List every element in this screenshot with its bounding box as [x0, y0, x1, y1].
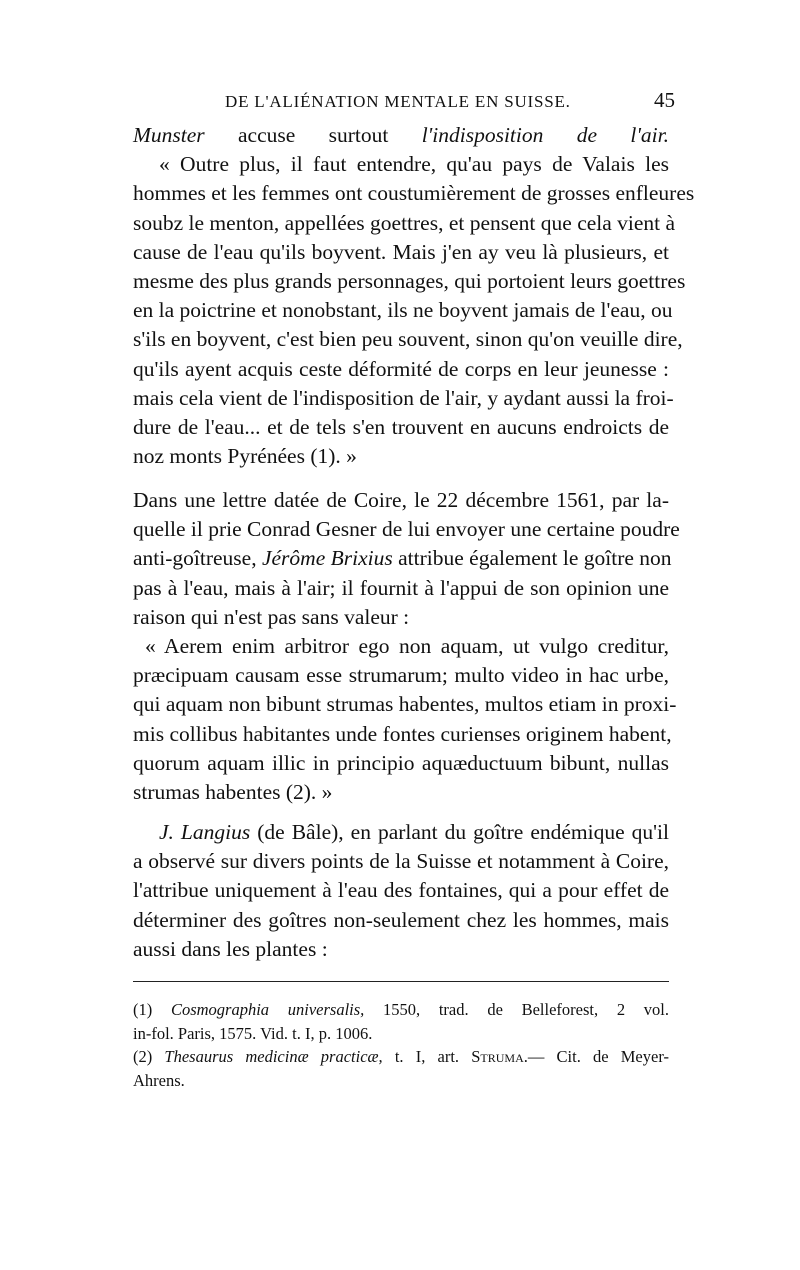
footnote-2-continued: Ahrens. — [133, 1070, 185, 1090]
text-line: Dans une lettre datée de Coire, le 22 décembre 1561, par la- — [133, 488, 669, 512]
running-header — [133, 88, 675, 122]
footnote-number: (2) — [133, 1047, 165, 1066]
small-caps-term: Struma — [471, 1047, 524, 1066]
running-title: DE L'ALIÉNATION MENTALE EN SUISSE. — [225, 92, 571, 111]
page-number: 45 — [654, 88, 675, 112]
text-fragment: t. I, art. — [382, 1047, 472, 1066]
italic-phrase: l'indisposition de l'air. — [421, 123, 669, 147]
text-line — [133, 818, 669, 847]
text-line: « Outre plus, il faut entendre, qu'au pays de Valais les — [159, 152, 669, 177]
text-line: « Aerem enim arbitror ego non aquam, ut vulgo creditur, — [145, 634, 669, 659]
text-fragment: attribue également le goître non — [392, 546, 672, 571]
paragraph-langius — [133, 818, 669, 964]
author-name: Munster — [133, 123, 205, 147]
text-line: l'attribue uniquement à l'eau des fontaines, qui a pour effet de — [133, 878, 669, 903]
text-line: dure de l'eau... et de tels s'en trouvent en aucuns endroicts de — [133, 415, 669, 440]
footnote-divider — [133, 981, 669, 982]
footnote-title: Thesaurus medicinæ practicæ, — [164, 1047, 383, 1066]
text-line: mesme des plus grands personnages, qui portoient leurs goettres — [133, 269, 686, 294]
text-line: quorum aquam illic in principio aquæductuum bibunt, nullas — [133, 750, 669, 775]
text-line: quelle il prie Conrad Gesner de lui envoyer une certaine poudre — [133, 517, 680, 542]
text-line: præcipuam causam esse strumarum; multo video in hac urbe, — [133, 663, 669, 688]
text-line: mis collibus habitantes unde fontes curienses originem habent, — [133, 721, 672, 746]
text-line — [133, 121, 669, 150]
text-fragment: accuse surtout — [204, 123, 422, 147]
text-fragment: 1550, trad. de Belleforest, 2 vol. — [364, 1000, 669, 1019]
text-line: déterminer des goîtres non-seulement chez les hommes, mais — [133, 907, 669, 932]
text-line: s'ils en boyvent, c'est bien peu souvent, sinon qu'on veuille dire, — [133, 327, 683, 352]
text-fragment: (de Bâle), en parlant du goître endémique qu'il — [250, 820, 669, 844]
text-line: hommes et les femmes ont coustumièrement de grosses enfleures — [133, 181, 695, 206]
text-line: soubz le menton, appellées goettres, et pensent que cela vient à — [133, 210, 676, 235]
footnote-1 — [133, 998, 669, 1022]
footnote-title: Cosmographia universalis, — [170, 1000, 365, 1019]
text-line — [133, 544, 672, 573]
author-name: Jérôme Brixius — [261, 546, 393, 571]
text-line: aussi dans les plantes : — [133, 936, 328, 961]
footnotes — [133, 998, 669, 1092]
text-line: en la poictrine et nonobstant, ils ne boyvent jamais de l'eau, ou — [133, 298, 673, 323]
paragraph-munster-quote — [133, 121, 695, 471]
text-line: strumas habentes (2). » — [133, 780, 333, 805]
text-line: raison qui n'est pas sans valeur : — [133, 604, 410, 629]
author-name: J. Langius — [159, 820, 251, 844]
footnote-number: (1) — [133, 1000, 171, 1019]
text-line: a observé sur divers points de la Suisse et notamment à Coire, — [133, 849, 669, 874]
text-line: qu'ils ayent acquis ceste déformité de corps en leur jeunesse : — [133, 356, 669, 381]
text-line: qui aquam non bibunt strumas habentes, multos etiam in proxi- — [133, 692, 677, 717]
text-fragment: anti-goîtreuse, — [133, 546, 262, 571]
text-line: mais cela vient de l'indisposition de l'air, y aydant aussi la froi- — [133, 385, 674, 410]
paragraph-brixius — [133, 486, 680, 807]
text-line: cause de l'eau qu'ils boyvent. Mais j'en ay veu là plusieurs, et — [133, 239, 669, 264]
text-fragment: .— Cit. de Meyer- — [523, 1047, 669, 1066]
footnote-2 — [133, 1045, 669, 1069]
footnote-1-continued: in-fol. Paris, 1575. Vid. t. I, p. 1006. — [133, 1023, 373, 1043]
text-line: noz monts Pyrénées (1). » — [133, 444, 357, 469]
text-line: pas à l'eau, mais à l'air; il fournit à l'appui de son opinion une — [133, 575, 669, 600]
